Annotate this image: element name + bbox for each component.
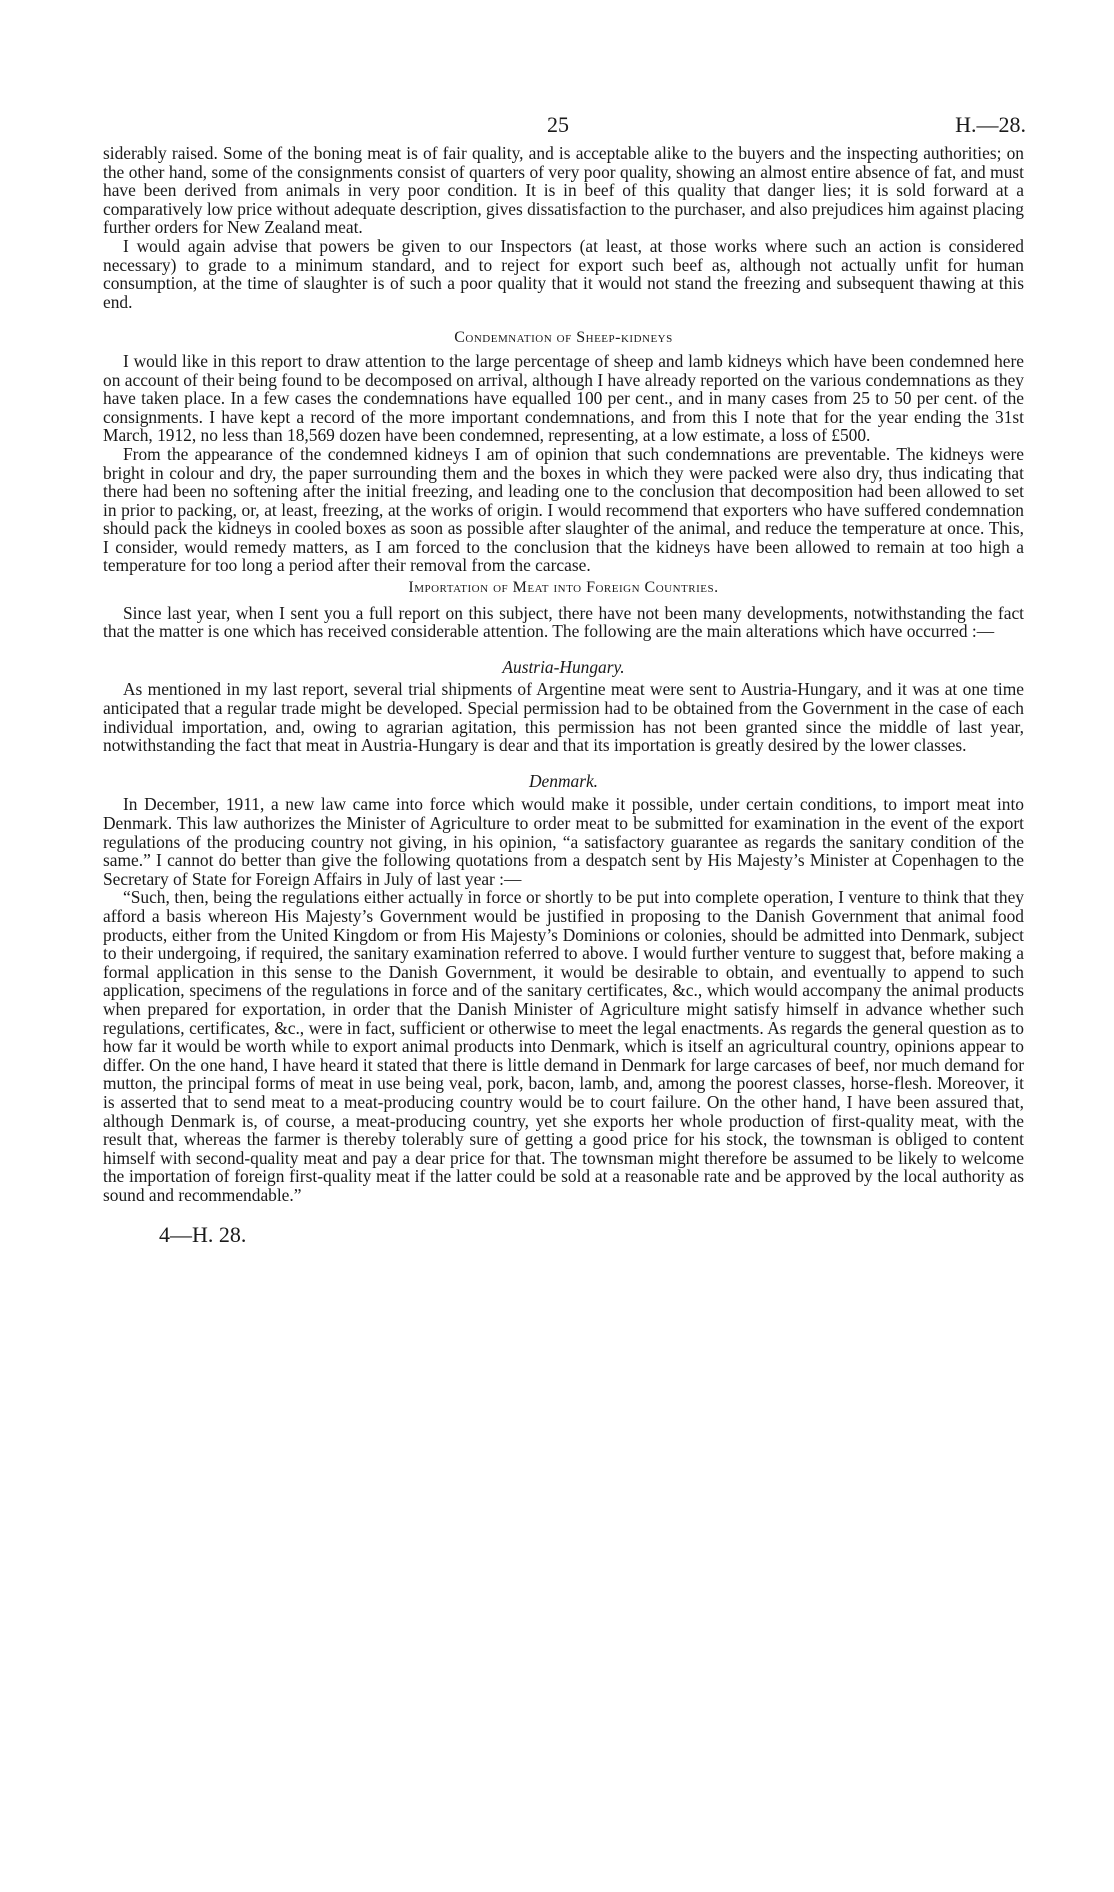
condemnation-paragraph-2: From the appearance of the condemned kidneys I am of opinion that such condemnations are preventable. The kidneys were bright in colour and dry, the paper surrounding them and the boxes in which they were packed were also dry, thus indicating that there had been no softening after the initial freezing, and leading one to the conclusion that decomposition had been allowed to set in prior to packing, or, at least, freezing, at the works of origin. I would recommend that exporters who have suffered condemnation should pack the kidneys in cooled boxes as soon as possible after slaughter of the animal, and reduce the temperature at once. This, I consider, would remedy matters, as I am forced to the conclusion that the kidneys have been allowed to remain at too high a temperature for too long a period after their removal from the carcase. (103, 443, 1024, 576)
country-heading-austria-hungary: Austria-Hungary. (502, 656, 625, 677)
page-header (103, 110, 1024, 144)
condemnation-paragraph-1: I would like in this report to draw attention to the large percentage of sheep and lamb kidneys which have been condemned here on account of their being found to be decomposed on arrival, although I have already reported on the various condemnations as they have taken place. In a few cases the condemnations have equalled 100 per cent., and in many cases from 25 to 50 per cent. of the consignments. I have kept a record of the more important condemnations, and from this I note that for the year ending the 31st March, 1912, no less than 18,569 dozen have been condemned, representing, at a low estimate, a loss of £500. (103, 350, 1024, 446)
denmark-quotation-paragraph: “Such, then, being the regulations either actually in force or shortly to be put into complete operation, I venture to think that they afford a basis whereon His Majesty’s Government would be justified in proposing to the Danish Government that animal food products, either from the United Kingdom or from His Majesty’s Dominions or colonies, should be admitted into Denmark, subject to their undergoing, if required, the sanitary examination referred to above. I would further venture to suggest that, before making a formal application in this sense to the Danish Government, it would be desirable to obtain, and eventually to append to such application, specimens of the regulations in force and of the sanitary certificates, &c., which would accompany the animal products when prepared for exportation, in order that the Danish Minister of Agriculture might satisfy himself in advance whether such regulations, certificates, &c., were in fact, sufficient or otherwise to meet the legal enactments. As regards the general question as to how far it would be worth while to export animal products into Denmark, which is itself an agricultural country, opinions appear to differ. On the one hand, I have heard it stated that there is little demand in Denmark for large carcases of beef, nor much demand for mutton, the principal forms of meat in use being veal, pork, bacon, lamb, and, among the poorest classes, horse-flesh. Moreover, it is asserted that to send meat to a meat-producing country would be to court failure. On the other hand, I have been assured that, although Denmark is, of course, a meat-producing country, yet she exports her whole production of first-quality meat, with the result that, whereas the farmer is thereby tolerably sure of getting a good price for his stock, the townsman is obliged to content himself with second-quality meat and pay a dear price for that. The townsman might therefore be assumed to be likely to welcome the importation of foreign first-quality meat if the latter could be sold at a reasonable rate and be approved by the local authority as sound and recommendable.” (103, 887, 1024, 1205)
austria-paragraph: As mentioned in my last report, several trial shipments of Argentine meat were sent to Austria-Hungary, and it was at one time anticipated that a regular trade might be developed. Special permission had to be obtained from the Government in the case of each individual importation, and, owing to agrarian agitation, this permission has not been granted since the middle of last year, notwithstanding the fact that meat in Austria-Hungary is dear and that its importation is greatly desired by the lower classes. (103, 679, 1024, 756)
signature-reference: 4—H. 28. (159, 1222, 247, 1248)
denmark-paragraph-1: In December, 1911, a new law came into force which would make it possible, under certain conditions, to import meat into Denmark. This law authorizes the Minister of Agriculture to order meat to be submitted for examination in the event of the export regulations of the producing country not giving, in his opinion, “a satisfactory guarantee as regards the sanitary condition of the same.” I cannot do better than give the following quotations from a despatch sent by His Majesty’s Minister at Copenhagen to the Secretary of State for Foreign Affairs in July of last year :— (103, 794, 1024, 889)
page-number: 25 (547, 112, 569, 137)
continued-paragraph: siderably raised. Some of the boning meat is of fair quality, and is acceptable alike to the buyers and the inspecting authorities; on the other hand, some of the consignments consist of quarters of very poor quality, showing an almost entire absence of fat, and must have been derived from animals in very poor condition. It is in beef of this quality that danger lies; it is sold forward at a comparatively low price without adequate description, gives dissatisfaction to the purchaser, and also prejudices him against placing further orders for New Zealand meat. (103, 143, 1024, 238)
importation-paragraph: Since last year, when I sent you a full report on this subject, there have not been many developments, notwithstanding the fact that the matter is one which has received considerable attention. The following are the main alterations which have occurred :— (103, 602, 1024, 642)
inspectors-paragraph: I would again advise that powers be given to our Inspectors (at least, at those works where such an action is considered necessary) to grade to a minimum standard, and to reject for export such beef as, although not actually unfit for human consumption, at the time of slaughter is of such a poor quality that it would not stand the freezing and subsequent thawing at this end. (103, 235, 1024, 312)
section-heading-condemnation: Condemnation of Sheep-kidneys (454, 329, 673, 347)
section-heading-importation: Importation of Meat into Foreign Countries. (408, 579, 719, 597)
document-reference: H.—28. (955, 112, 1026, 137)
country-heading-denmark: Denmark. (528, 770, 599, 791)
